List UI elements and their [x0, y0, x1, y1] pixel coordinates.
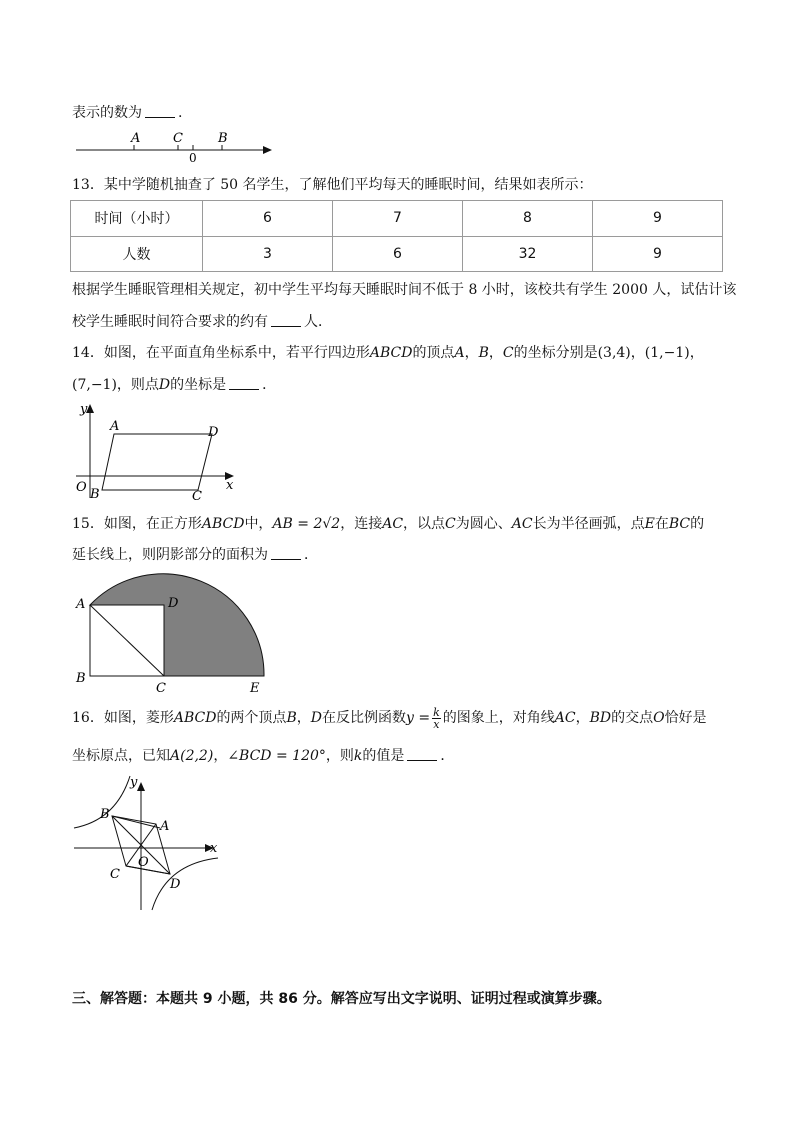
- svg-text:B: B: [90, 487, 100, 502]
- table-cell: 3: [203, 236, 333, 272]
- q13-intro: 13．某中学随机抽查了 50 名学生，了解他们平均每天的睡眠时间，结果如表所示：: [72, 177, 593, 193]
- q12-answer-blank[interactable]: [145, 105, 175, 118]
- q16-line2: 坐标原点，已知A(2,2)，∠BCD = 120°，则k的值是 ．: [72, 748, 455, 764]
- svg-text:O: O: [138, 855, 149, 870]
- q12-number-line: [72, 128, 282, 164]
- table-row: [71, 201, 723, 237]
- q12-tail-text: 表示的数为: [72, 105, 142, 121]
- svg-text:C: C: [110, 867, 120, 882]
- svg-text:x: x: [210, 841, 218, 856]
- svg-text:D: D: [208, 425, 219, 440]
- q16-fraction: $\frac{k}{x}$: [433, 705, 440, 731]
- q13-answer-blank[interactable]: [271, 314, 301, 327]
- q16-answer-blank[interactable]: [407, 748, 437, 761]
- svg-text:C: C: [192, 489, 202, 503]
- q12-label-zero: 0: [189, 151, 197, 164]
- table-cell: 6: [203, 201, 333, 237]
- q15-line2: 延长线上，则阴影部分的面积为 ．: [72, 547, 318, 563]
- q12-label-b: B: [218, 131, 228, 146]
- q12-label-c: C: [173, 131, 183, 146]
- svg-text:y: y: [130, 775, 138, 790]
- q13-line2: 校学生睡眠时间符合要求的约有 人．: [72, 314, 332, 330]
- table-header-count: 人数: [71, 236, 203, 272]
- q12-text: 表示的数为 .: [72, 105, 183, 121]
- q13-sleep-table: [70, 200, 723, 272]
- q15-line1: 15．如图，在正方形ABCD中，AB = 2√2，连接AC，以点C为圆心、AC长为半径画弧，点E在BC的: [72, 516, 705, 532]
- svg-text:A: A: [76, 597, 86, 612]
- section-three-heading: 三、解答题：本题共 9 小题，共 86 分。解答应写出文字说明、证明过程或演算步骤。: [72, 991, 611, 1007]
- table-header-time: 时间（小时）: [71, 201, 203, 237]
- table-cell: 7: [333, 201, 463, 237]
- svg-text:B: B: [100, 807, 110, 822]
- q16-rhombus-figure: [72, 772, 232, 914]
- table-cell: 9: [593, 236, 723, 272]
- q15-square-arc-figure: [72, 572, 272, 697]
- q14-line1: 14．如图，在平面直角坐标系中，若平行四边形ABCD的顶点A，B，C的坐标分别是(3,4)，(1,−1)，: [72, 345, 704, 361]
- q12-label-a: A: [131, 131, 141, 146]
- q14-parallelogram-figure: [72, 398, 242, 503]
- svg-text:B: B: [76, 671, 86, 686]
- table-row: [71, 236, 723, 272]
- svg-text:D: D: [170, 877, 181, 892]
- q14-answer-blank[interactable]: [229, 377, 259, 390]
- svg-text:E: E: [250, 681, 260, 696]
- table-cell: 9: [593, 201, 723, 237]
- svg-text:C: C: [156, 681, 166, 696]
- svg-text:y: y: [80, 402, 88, 417]
- svg-text:O: O: [76, 480, 87, 495]
- q13-line1: 根据学生睡眠管理相关规定，初中学生平均每天睡眠时间不低于 8 小时，该校共有学生 2000 人，试估计该: [72, 282, 737, 298]
- q15-answer-blank[interactable]: [271, 547, 301, 560]
- svg-text:x: x: [226, 478, 234, 493]
- table-cell: 6: [333, 236, 463, 272]
- q16-line1: 16．如图，菱形ABCD的两个顶点B，D在反比例函数y = $\frac{k}{x}$ 的图象上，对角线AC，BD的交点O恰好是: [72, 705, 707, 731]
- svg-text:D: D: [168, 596, 179, 611]
- q14-line2: (7,−1)，则点D的坐标是 ．: [72, 377, 277, 393]
- table-cell: 8: [463, 201, 593, 237]
- svg-text:A: A: [160, 819, 170, 834]
- table-cell: 32: [463, 236, 593, 272]
- svg-text:A: A: [110, 419, 120, 434]
